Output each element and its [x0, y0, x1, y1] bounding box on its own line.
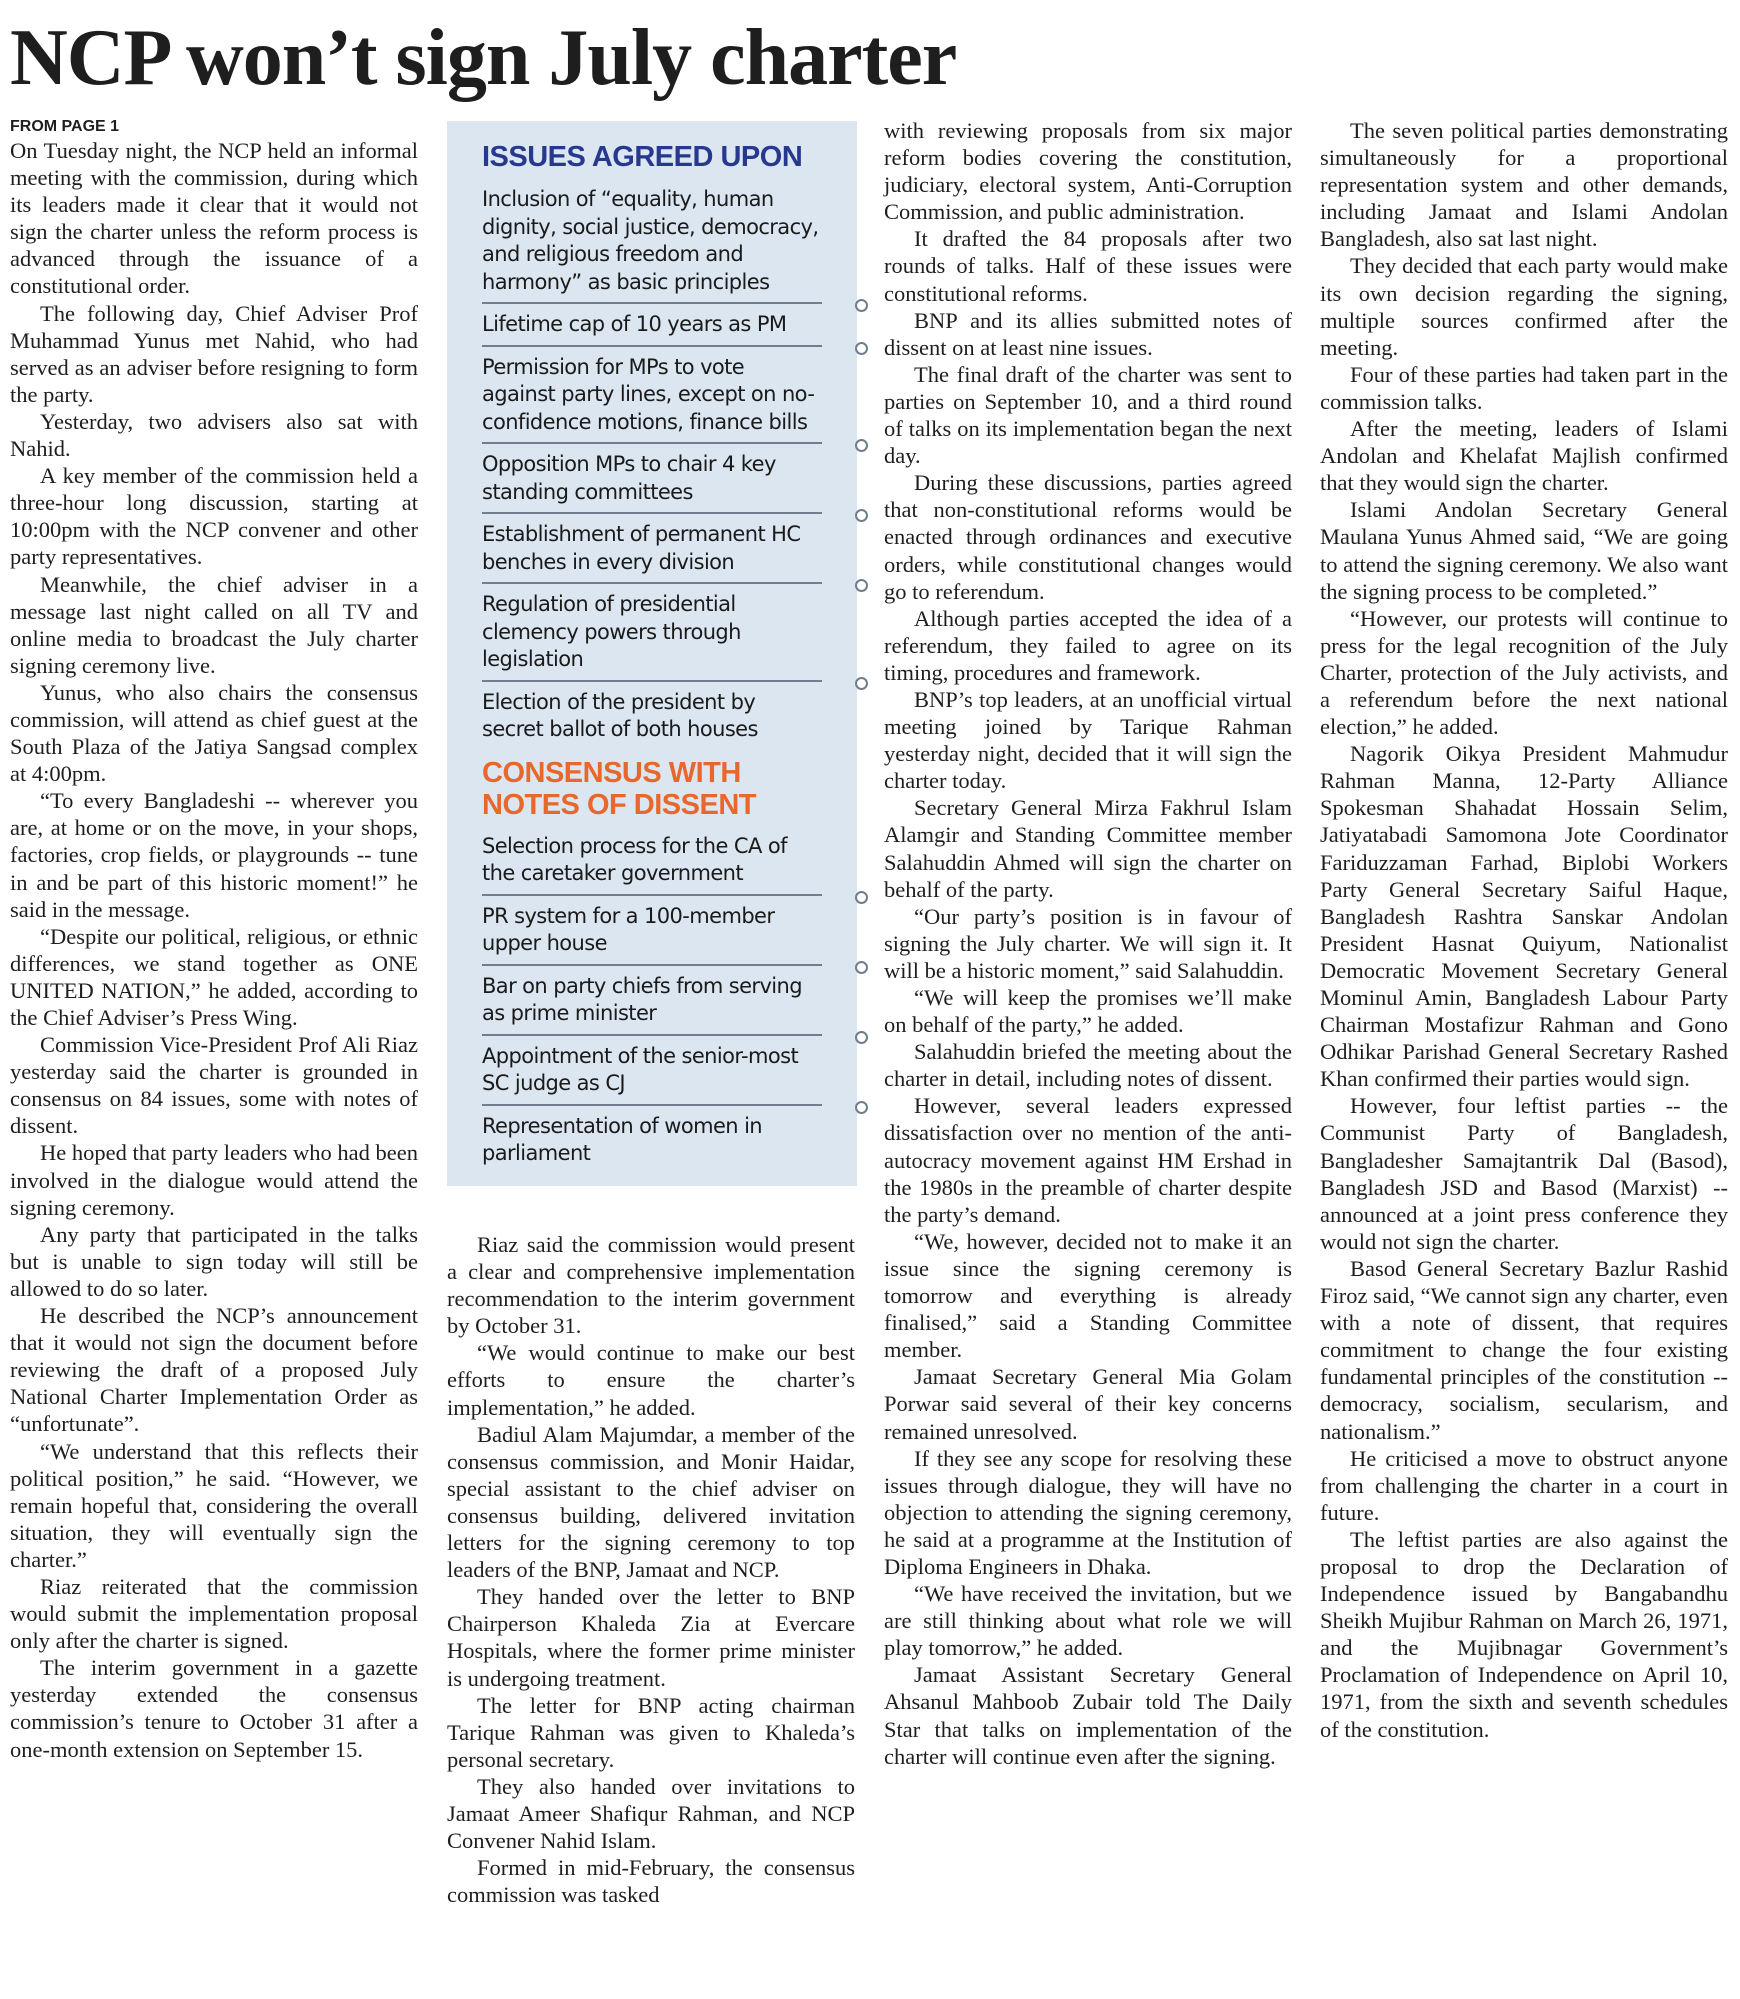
paragraph: “We, however, decided not to make it an issue since the signing ceremony is tomorrow and everything is already finalised,” said a Standing Committee member. — [884, 1228, 1292, 1363]
paragraph: “However, our protests will continue to press for the legal recognition of the July Charter, protection of the July activists, and a referendum before the next national election,” he added. — [1320, 605, 1728, 740]
agreed-item: Opposition MPs to chair 4 key standing committees — [482, 451, 822, 514]
bullet-circle-icon — [855, 961, 868, 974]
paragraph: Basod General Secretary Bazlur Rashid Firoz said, “We cannot sign any charter, even with a note of dissent, that requires commitment to change the four existing fundamental principles of the constitution -- democracy, socialism, secularism, and nationalism.” — [1320, 1255, 1728, 1444]
agreed-heading: ISSUES AGREED UPON — [482, 141, 803, 173]
dissent-item: Selection process for the CA of the caretaker government — [482, 833, 822, 896]
bullet-circle-icon — [855, 677, 868, 690]
paragraph: During these discussions, parties agreed that non-constitutional reforms would be enacted through ordinances and executive orders, while constitutional changes would go to referendum. — [884, 470, 1292, 604]
paragraph: He hoped that party leaders who had been involved in the dialogue would attend the signing ceremony. — [10, 1140, 418, 1220]
paragraph: Riaz said the commission would present a clear and comprehensive implementation recommendation to the interim government by October 31. — [447, 1232, 855, 1339]
paragraph: Jamaat Assistant Secretary General Ahsanul Mahboob Zubair told The Daily Star that talks on implementation of the charter will continue even after the signing. — [884, 1662, 1292, 1769]
paragraph: Islami Andolan Secretary General Maulana Yunus Ahmed said, “We are going to attend the signing ceremony. We also want the signing process to be completed.” — [1320, 497, 1728, 604]
paragraph: They handed over the letter to BNP Chairperson Khaleda Zia at Evercare Hospitals, where the former prime minister is undergoing treatment. — [447, 1584, 855, 1691]
paragraph: Meanwhile, the chief adviser in a message last night called on all TV and online media to broadcast the July charter signing ceremony live. — [10, 571, 418, 678]
bullet-circle-icon — [855, 342, 868, 355]
paragraph: Any party that participated in the talks but is unable to sign today will still be allowed to do so later. — [10, 1221, 418, 1301]
paragraph: Yesterday, two advisers also sat with Nahid. — [10, 408, 418, 462]
paragraph: BNP’s top leaders, at an unofficial virtual meeting joined by Tarique Rahman yesterday night, decided that it will sign the charter today. — [884, 686, 1292, 794]
issues-sidebar-box — [447, 121, 857, 1186]
paragraph: BNP and its allies submitted notes of dissent on at least nine issues. — [884, 307, 1292, 360]
paragraph: Secretary General Mirza Fakhrul Islam Alamgir and Standing Committee member Salahuddin Ahmed will sign the charter on behalf of the party. — [884, 795, 1292, 902]
bullet-circle-icon — [855, 509, 868, 522]
dissent-item: Representation of women in parliament — [482, 1113, 763, 1165]
dateline: FROM PAGE 1 — [10, 118, 120, 135]
paragraph: He described the NCP’s announcement that it would not sign the document before reviewing the draft of a proposed July National Charter Implementation Order as “unfortunate”. — [10, 1303, 418, 1437]
bullet-circle-icon — [855, 579, 868, 592]
paragraph: A key member of the commission held a three-hour long discussion, starting at 10:00pm with the NCP convener and other party representatives. — [10, 463, 418, 570]
paragraph: On Tuesday night, the NCP held an informal meeting with the commission, during which its leaders made it clear that it would not sign the charter unless the reform process is advanced through the issuance of a constitutional order. — [10, 138, 418, 299]
agreed-item: Establishment of permanent HC benches in every division — [482, 521, 822, 584]
paragraph: They also handed over invitations to Jamaat Ameer Shafiqur Rahman, and NCP Convener Nahid Islam. — [447, 1773, 855, 1854]
paragraph: The interim government in a gazette yesterday extended the consensus commission’s tenure to October 31 after a one-month extension on September 15. — [10, 1655, 418, 1762]
paragraph: However, four leftist parties -- the Communist Party of Bangladesh, Bangladesher Samajtantrik Dal (Basod), Bangladesh JSD and Basod (Marxist) -- announced at a joint press conference they would not sign the charter. — [1320, 1093, 1728, 1254]
paragraph: “Despite our political, religious, or ethnic differences, we stand together as ONE UNITED NATION,” he added, according to the Chief Adviser’s Press Wing. — [10, 923, 418, 1030]
dissent-item: PR system for a 100-member upper house — [482, 903, 822, 966]
dissent-item: Bar on party chiefs from serving as prime minister — [482, 973, 822, 1036]
paragraph: Commission Vice-President Prof Ali Riaz yesterday said the charter is grounded in consensus on 84 issues, some with notes of dissent. — [10, 1032, 418, 1139]
paragraph: The seven political parties demonstrating simultaneously for a proportional representation system and other demands, including Jamaat and Islami Andolan Bangladesh, also sat last night. — [1320, 118, 1728, 252]
paragraph: “We have received the invitation, but we are still thinking about what role we will play tomorrow,” he added. — [884, 1581, 1292, 1661]
agreed-item: Lifetime cap of 10 years as PM — [482, 311, 822, 347]
paragraph: “We will keep the promises we’ll make on behalf of the party,” he added. — [884, 985, 1292, 1038]
paragraph: It drafted the 84 proposals after two rounds of talks. Half of these issues were constitutional reforms. — [884, 226, 1292, 306]
agreed-item: Election of the president by secret ballot of both houses — [482, 689, 758, 741]
article-column-2 — [447, 1231, 855, 1908]
paragraph: Salahuddin briefed the meeting about the charter in detail, including notes of dissent. — [884, 1039, 1292, 1092]
dissent-heading: CONSENSUS WITH NOTES OF DISSENT — [482, 756, 756, 821]
bullet-circle-icon — [855, 299, 868, 312]
bullet-circle-icon — [855, 1031, 868, 1044]
paragraph: The leftist parties are also against the proposal to drop the Declaration of Independence issued by Bangabandhu Sheikh Mujibur Rahman on March 26, 1971, and the Mujibnagar Government’s Proclamation of Independence on April 10, 1971, from the sixth and seventh schedules of the constitution. — [1320, 1526, 1728, 1742]
paragraph: If they see any scope for resolving these issues through dialogue, they will have no objection to attending the signing ceremony, he said at a programme at the Institution of Diploma Engineers in Dhaka. — [884, 1445, 1292, 1579]
paragraph: Formed in mid-February, the consensus commission was tasked — [447, 1855, 855, 1908]
article-column-4 — [1320, 117, 1728, 1743]
bullet-circle-icon — [855, 439, 868, 452]
paragraph: Although parties accepted the idea of a referendum, they failed to agree on its timing, procedures and framework. — [884, 605, 1292, 685]
bullet-circle-icon — [855, 891, 868, 904]
paragraph: Riaz reiterated that the commission would submit the implementation proposal only after the charter is signed. — [10, 1573, 418, 1654]
paragraph: Yunus, who also chairs the consensus commission, will attend as chief guest at the South Plaza of the Jatiya Sangsad complex at 4:00pm. — [10, 679, 418, 787]
agreed-item: Permission for MPs to vote against party lines, except on no-confidence motions, finance bills — [482, 354, 822, 445]
dissent-item: Appointment of the senior-most SC judge as CJ — [482, 1043, 822, 1106]
paragraph: “Our party’s position is in favour of signing the July charter. We will sign it. It will be a historic moment,” said Salahuddin. — [884, 903, 1292, 983]
bullet-circle-icon — [855, 1101, 868, 1114]
paragraph: Jamaat Secretary General Mia Golam Porwar said several of their key concerns remained unresolved. — [884, 1364, 1292, 1444]
headline: NCP won’t sign July charter — [10, 14, 957, 102]
paragraph: “We understand that this reflects their political position,” he said. “However, we remain hopeful that, considering the overall situation, they will eventually sign the charter.” — [10, 1438, 418, 1572]
paragraph: After the meeting, leaders of Islami Andolan and Khelafat Majlish confirmed that they would sign the charter. — [1320, 416, 1728, 496]
paragraph: Four of these parties had taken part in the commission talks. — [1320, 361, 1728, 414]
paragraph: The following day, Chief Adviser Prof Muhammad Yunus met Nahid, who had served as an adviser before resigning to form the party. — [10, 300, 418, 407]
article-column-1 — [10, 117, 418, 1763]
agreed-item: Inclusion of “equality, human dignity, social justice, democracy, and religious freedom and harmony” as basic principles — [482, 186, 822, 304]
article-column-3 — [884, 117, 1292, 1770]
paragraph: with reviewing proposals from six major reform bodies covering the constitution, judiciary, electoral system, Anti-Corruption Commission, and public administration. — [884, 118, 1292, 225]
paragraph: He criticised a move to obstruct anyone from challenging the charter in a court in future. — [1320, 1445, 1728, 1525]
paragraph: Badiul Alam Majumdar, a member of the consensus commission, and Monir Haidar, special assistant to the chief adviser on consensus building, delivered invitation letters for the signing ceremony to top leaders of the BNP, Jamaat and NCP. — [447, 1421, 855, 1583]
paragraph: “We would continue to make our best efforts to ensure the charter’s implementation,” he added. — [447, 1340, 855, 1420]
paragraph: “To every Bangladeshi -- wherever you are, at home or on the move, in your shops, factories, crop fields, or playgrounds -- tune in and be part of this historic moment!” he said in the message. — [10, 788, 418, 922]
paragraph: However, several leaders expressed dissatisfaction over no mention of the anti-autocracy movement against HM Ershad in the 1980s in the preamble of charter despite the party’s demand. — [884, 1093, 1292, 1227]
paragraph: Nagorik Oikya President Mahmudur Rahman Manna, 12-Party Alliance Spokesman Shahadat Hossain Selim, Jatiyatabadi Samomona Jote Coordinator Fariduzzaman Farhad, Biplobi Workers Party General Secretary Saiful Haque, Bangladesh Rashtra Sanskar Andolan President Hasnat Quiyum, Nationalist Democratic Movement Secretary General Mominul Amin, Bangladesh Labour Party Chairman Mostafizur Rahman and Gono Odhikar Parishad General Secretary Rashed Khan confirmed their parties would sign. — [1320, 741, 1728, 1092]
paragraph: The letter for BNP acting chairman Tarique Rahman was given to Khaleda’s personal secretary. — [447, 1692, 855, 1772]
paragraph: They decided that each party would make its own decision regarding the signing, multiple sources confirmed after the meeting. — [1320, 253, 1728, 360]
agreed-item: Regulation of presidential clemency powers through legislation — [482, 591, 822, 682]
paragraph: The final draft of the charter was sent to parties on September 10, and a third round of talks on its implementation began the next day. — [884, 361, 1292, 469]
